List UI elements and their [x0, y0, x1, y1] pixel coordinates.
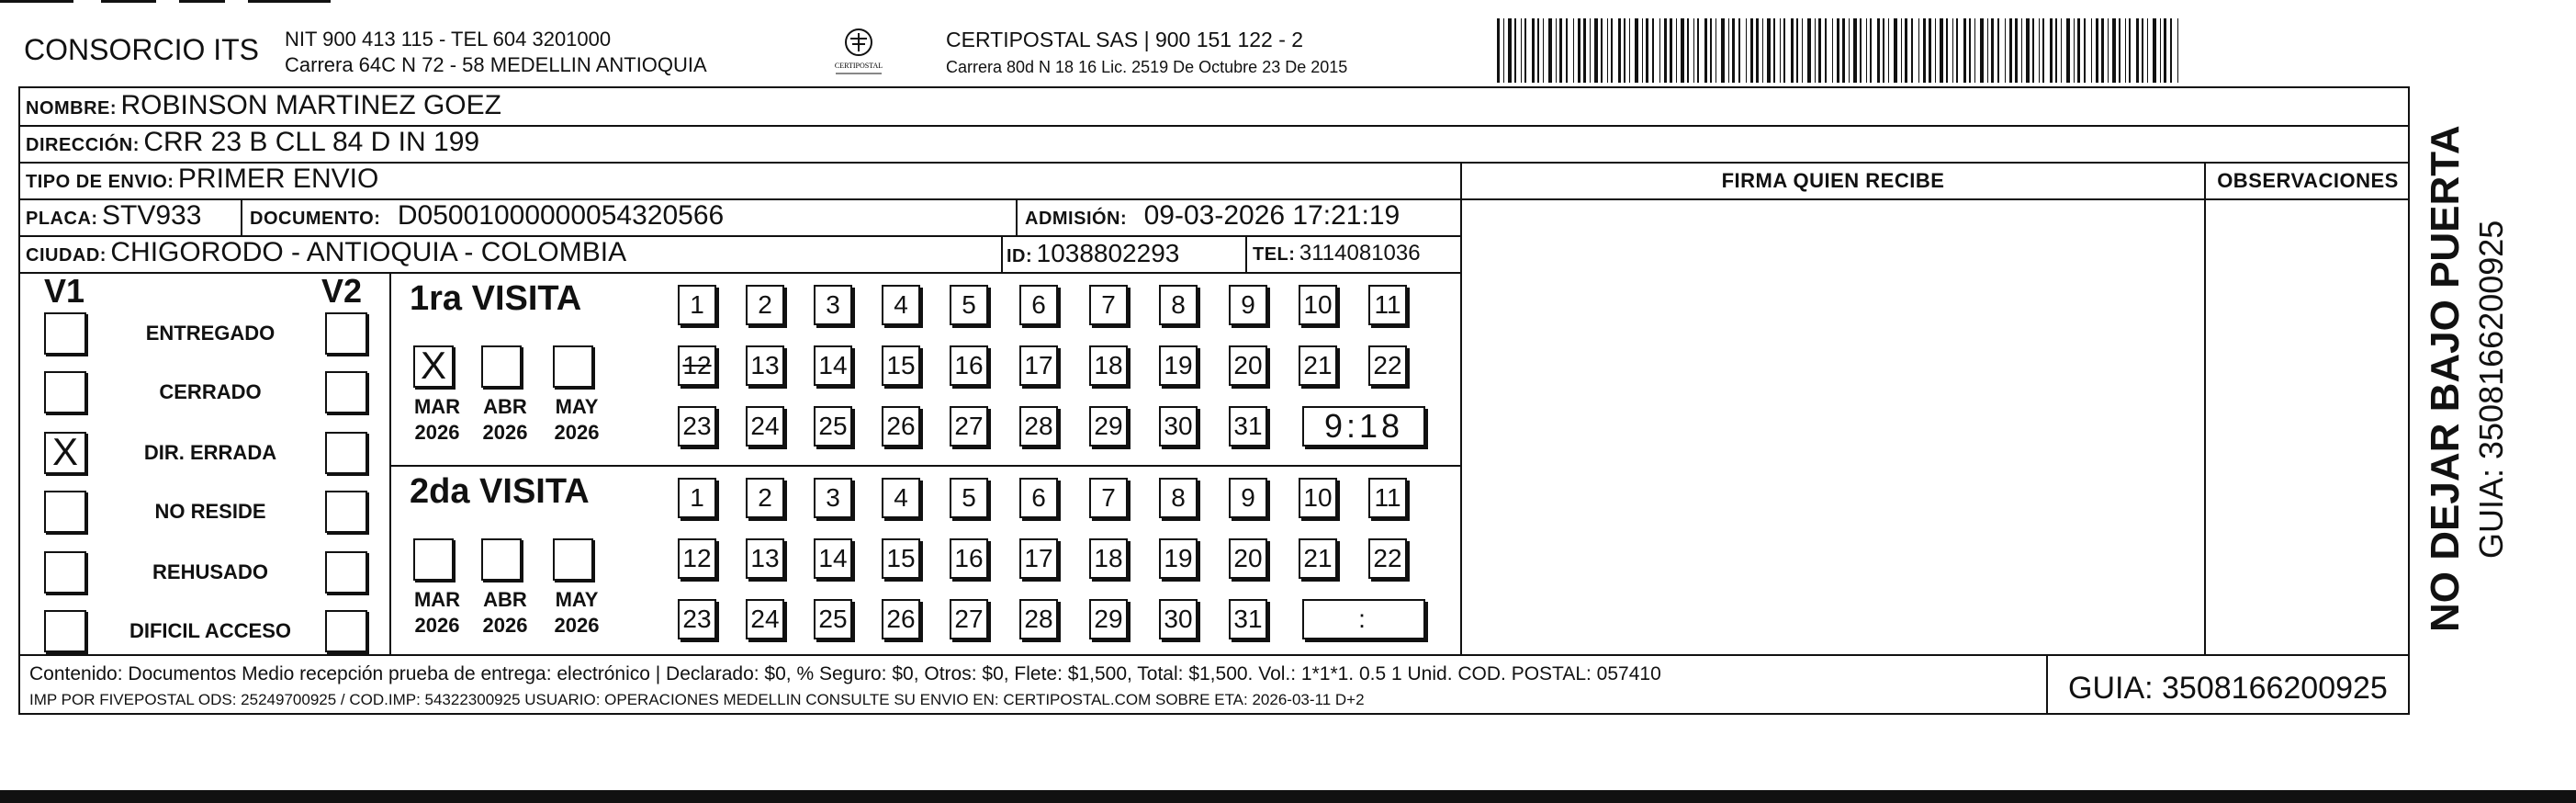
admision-label: ADMISIÓN: [1025, 209, 1128, 229]
day-box[interactable]: 4 [882, 478, 920, 518]
carrier-line2: Carrera 80d N 18 16 Lic. 2519 De Octubre 23 De 2015 [946, 58, 1348, 76]
tipo-row [26, 164, 378, 195]
month-checkbox[interactable] [481, 345, 522, 388]
carrier-line1: CERTIPOSTAL SAS | 900 151 122 - 2 [946, 28, 1304, 51]
day-box[interactable]: 3 [814, 285, 852, 325]
carrier-logo [827, 24, 891, 79]
tel-cell [1253, 241, 1421, 266]
day-box[interactable]: 23 [678, 406, 716, 447]
nombre-row [26, 90, 501, 121]
nombre-value: ROBINSON MARTINEZ GOEZ [120, 90, 501, 120]
logo-text: CERTIPOSTAL [834, 62, 883, 70]
month-label: MAY [555, 395, 599, 418]
top-remnant [0, 0, 331, 4]
admision-value: 09-03-2026 17:21:19 [1143, 200, 1400, 231]
v1-checkbox[interactable] [44, 551, 86, 594]
day-box[interactable]: 25 [814, 406, 852, 447]
day-box[interactable]: 29 [1089, 406, 1128, 447]
day-box[interactable]: 25 [814, 599, 852, 639]
day-box[interactable]: 4 [882, 285, 920, 325]
month-checkbox[interactable] [413, 538, 454, 581]
day-box[interactable]: 15 [882, 345, 920, 386]
admision-cell [1025, 200, 1400, 232]
day-box[interactable]: 11 [1368, 478, 1407, 518]
day-box[interactable]: 16 [950, 538, 988, 579]
month-label: MAR [413, 588, 461, 611]
footer-imp: IMP POR FIVEPOSTAL ODS: 25249700925 / COD.IMP: 54322300925 USUARIO: OPERACIONES MEDELLIN CONSULTE SU ENVIO EN: CERTIPOSTAL.COM SOBRE ETA: 2026-03-11 D+2 [29, 691, 1365, 708]
sender-address: Carrera 64C N 72 - 58 MEDELLIN ANTIOQUIA [285, 53, 707, 76]
day-box[interactable]: 11 [1368, 285, 1407, 325]
status-option-label: DIFICIL ACCESO [129, 619, 291, 642]
id-cell [1007, 239, 1179, 268]
visit-title: 1ra VISITA [410, 279, 582, 318]
v2-checkbox[interactable] [325, 551, 367, 594]
day-box[interactable]: 18 [1089, 538, 1128, 579]
day-box[interactable]: 5 [950, 478, 988, 518]
month-label: ABR [483, 395, 527, 418]
time-box[interactable]: : [1302, 599, 1425, 639]
day-box[interactable]: 28 [1019, 406, 1058, 447]
status-option-label: ENTREGADO [145, 322, 276, 345]
day-box[interactable]: 6 [1019, 285, 1058, 325]
direccion-row [26, 127, 479, 158]
day-box[interactable]: 22 [1368, 345, 1407, 386]
day-box[interactable]: 14 [814, 345, 852, 386]
day-box[interactable]: 13 [746, 345, 784, 386]
day-box[interactable]: 16 [950, 345, 988, 386]
day-box[interactable]: 18 [1089, 345, 1128, 386]
ciudad-cell [26, 237, 626, 268]
month-label: ABR [483, 588, 527, 611]
month-checkbox[interactable] [553, 538, 593, 581]
v1-checkbox[interactable] [44, 371, 86, 413]
year-label: 2026 [554, 421, 600, 444]
day-box[interactable]: 21 [1299, 538, 1337, 579]
v1-checkbox[interactable] [44, 610, 86, 652]
year-label: 2026 [414, 421, 460, 444]
day-box[interactable]: 20 [1229, 538, 1267, 579]
v1-checkbox[interactable] [44, 491, 86, 533]
month-checkbox[interactable] [553, 345, 593, 388]
day-box[interactable]: 8 [1159, 285, 1198, 325]
tel-value: 3114081036 [1299, 241, 1421, 266]
v2-checkbox[interactable] [325, 610, 367, 652]
tipo-value: PRIMER ENVIO [177, 164, 379, 194]
month-checkbox[interactable] [481, 538, 522, 581]
ciudad-label: CIUDAD: [26, 245, 107, 266]
day-box[interactable]: 17 [1019, 538, 1058, 579]
sender-nit: NIT 900 413 115 - TEL 604 3201000 [285, 28, 612, 51]
status-option-label: REHUSADO [152, 560, 268, 583]
day-box[interactable]: 23 [678, 599, 716, 639]
day-box[interactable]: 3 [814, 478, 852, 518]
x-mark-icon: X [420, 344, 446, 387]
year-label: 2026 [554, 614, 600, 637]
direccion-value: CRR 23 B CLL 84 D IN 199 [143, 127, 480, 157]
status-option-label: CERRADO [159, 380, 262, 403]
documento-cell [250, 200, 724, 232]
day-box[interactable]: 2 [746, 285, 784, 325]
v2-checkbox[interactable] [325, 312, 367, 355]
documento-value: D05001000000054320566 [397, 200, 725, 231]
status-option-label: DIR. ERRADA [143, 441, 277, 464]
day-box[interactable]: 31 [1229, 406, 1267, 447]
v2-header: V2 [321, 272, 363, 310]
year-label: 2026 [414, 614, 460, 637]
footer-contenido: Contenido: Documentos Medio recepción prueba de entrega: electrónico | Declarado: $0, % Seguro: $0, Otros: $0, Flete: $1,500, Total: $1,500. Vol.: 1*1*1. 0.5 1 Unid. COD. POSTAL: 057410 [29, 663, 1661, 684]
day-box[interactable]: 7 [1089, 478, 1128, 518]
firma-header: FIRMA QUIEN RECIBE [1721, 169, 1945, 192]
day-box[interactable]: 6 [1019, 478, 1058, 518]
day-box[interactable]: 15 [882, 538, 920, 579]
v2-checkbox[interactable] [325, 432, 367, 474]
nombre-label: NOMBRE: [26, 98, 118, 119]
day-box[interactable]: 28 [1019, 599, 1058, 639]
day-box[interactable]: 12 [678, 538, 716, 579]
id-label: ID: [1007, 246, 1033, 266]
documento-label: DOCUMENTO: [250, 209, 381, 229]
day-box[interactable]: 22 [1368, 538, 1407, 579]
visit-title: 2da VISITA [410, 472, 590, 511]
day-box[interactable]: 10 [1299, 478, 1337, 518]
day-box[interactable]: 21 [1299, 345, 1337, 386]
day-box[interactable]: 26 [882, 406, 920, 447]
barcode [1497, 18, 2186, 83]
id-value: 1038802293 [1036, 239, 1180, 267]
v1-checkbox[interactable] [44, 432, 86, 474]
day-box[interactable]: 24 [746, 406, 784, 447]
day-box[interactable]: 30 [1159, 599, 1198, 639]
month-label: MAR [413, 395, 461, 418]
barcode-graphic [1497, 18, 2186, 83]
day-box[interactable]: 2 [746, 478, 784, 518]
day-box[interactable]: 5 [950, 285, 988, 325]
tipo-label: TIPO DE ENVIO: [26, 172, 174, 192]
footer-guia: GUIA: 3508166200925 [2068, 671, 2388, 706]
ciudad-value: CHIGORODO - ANTIOQUIA - COLOMBIA [110, 237, 627, 267]
time-box[interactable]: 9:18 [1302, 406, 1425, 447]
tel-label: TEL: [1253, 244, 1296, 265]
placa-cell [26, 200, 201, 232]
day-box[interactable]: 24 [746, 599, 784, 639]
placa-label: PLACA: [26, 209, 98, 229]
day-box[interactable]: 27 [950, 599, 988, 639]
day-box[interactable]: 1 [678, 478, 716, 518]
observaciones-header: OBSERVACIONES [2217, 169, 2399, 192]
v1-header: V1 [44, 272, 85, 310]
x-mark-icon: X [51, 430, 78, 473]
no-dejar-bajo-puerta: NO DEJAR BAJO PUERTA [2423, 125, 2468, 632]
day-box[interactable]: 13 [746, 538, 784, 579]
day-box[interactable]: 9 [1229, 285, 1267, 325]
placa-value: STV933 [102, 200, 202, 231]
day-box[interactable]: 10 [1299, 285, 1337, 325]
day-box[interactable]: 19 [1159, 538, 1198, 579]
day-box[interactable]: 12 [678, 345, 716, 386]
day-box[interactable]: 30 [1159, 406, 1198, 447]
status-option-label: NO RESIDE [154, 500, 266, 523]
sender-name: CONSORCIO ITS [24, 33, 260, 66]
month-label: MAY [555, 588, 599, 611]
v1-checkbox[interactable] [44, 312, 86, 355]
day-box[interactable]: 7 [1089, 285, 1128, 325]
direccion-label: DIRECCIÓN: [26, 135, 140, 155]
month-checkbox[interactable] [413, 345, 454, 388]
day-box[interactable]: 29 [1089, 599, 1128, 639]
day-box[interactable]: 8 [1159, 478, 1198, 518]
v2-checkbox[interactable] [325, 371, 367, 413]
bottom-edge [0, 790, 2576, 803]
day-box[interactable]: 19 [1159, 345, 1198, 386]
side-guia: GUIA: 3508166200925 [2472, 220, 2510, 559]
day-box[interactable]: 31 [1229, 599, 1267, 639]
year-label: 2026 [482, 614, 528, 637]
v2-checkbox[interactable] [325, 491, 367, 533]
day-box[interactable]: 14 [814, 538, 852, 579]
day-box[interactable]: 20 [1229, 345, 1267, 386]
day-box[interactable]: 9 [1229, 478, 1267, 518]
day-box[interactable]: 1 [678, 285, 716, 325]
day-box[interactable]: 27 [950, 406, 988, 447]
day-box[interactable]: 26 [882, 599, 920, 639]
carrier-logo-icon [827, 24, 891, 79]
year-label: 2026 [482, 421, 528, 444]
day-box[interactable]: 17 [1019, 345, 1058, 386]
